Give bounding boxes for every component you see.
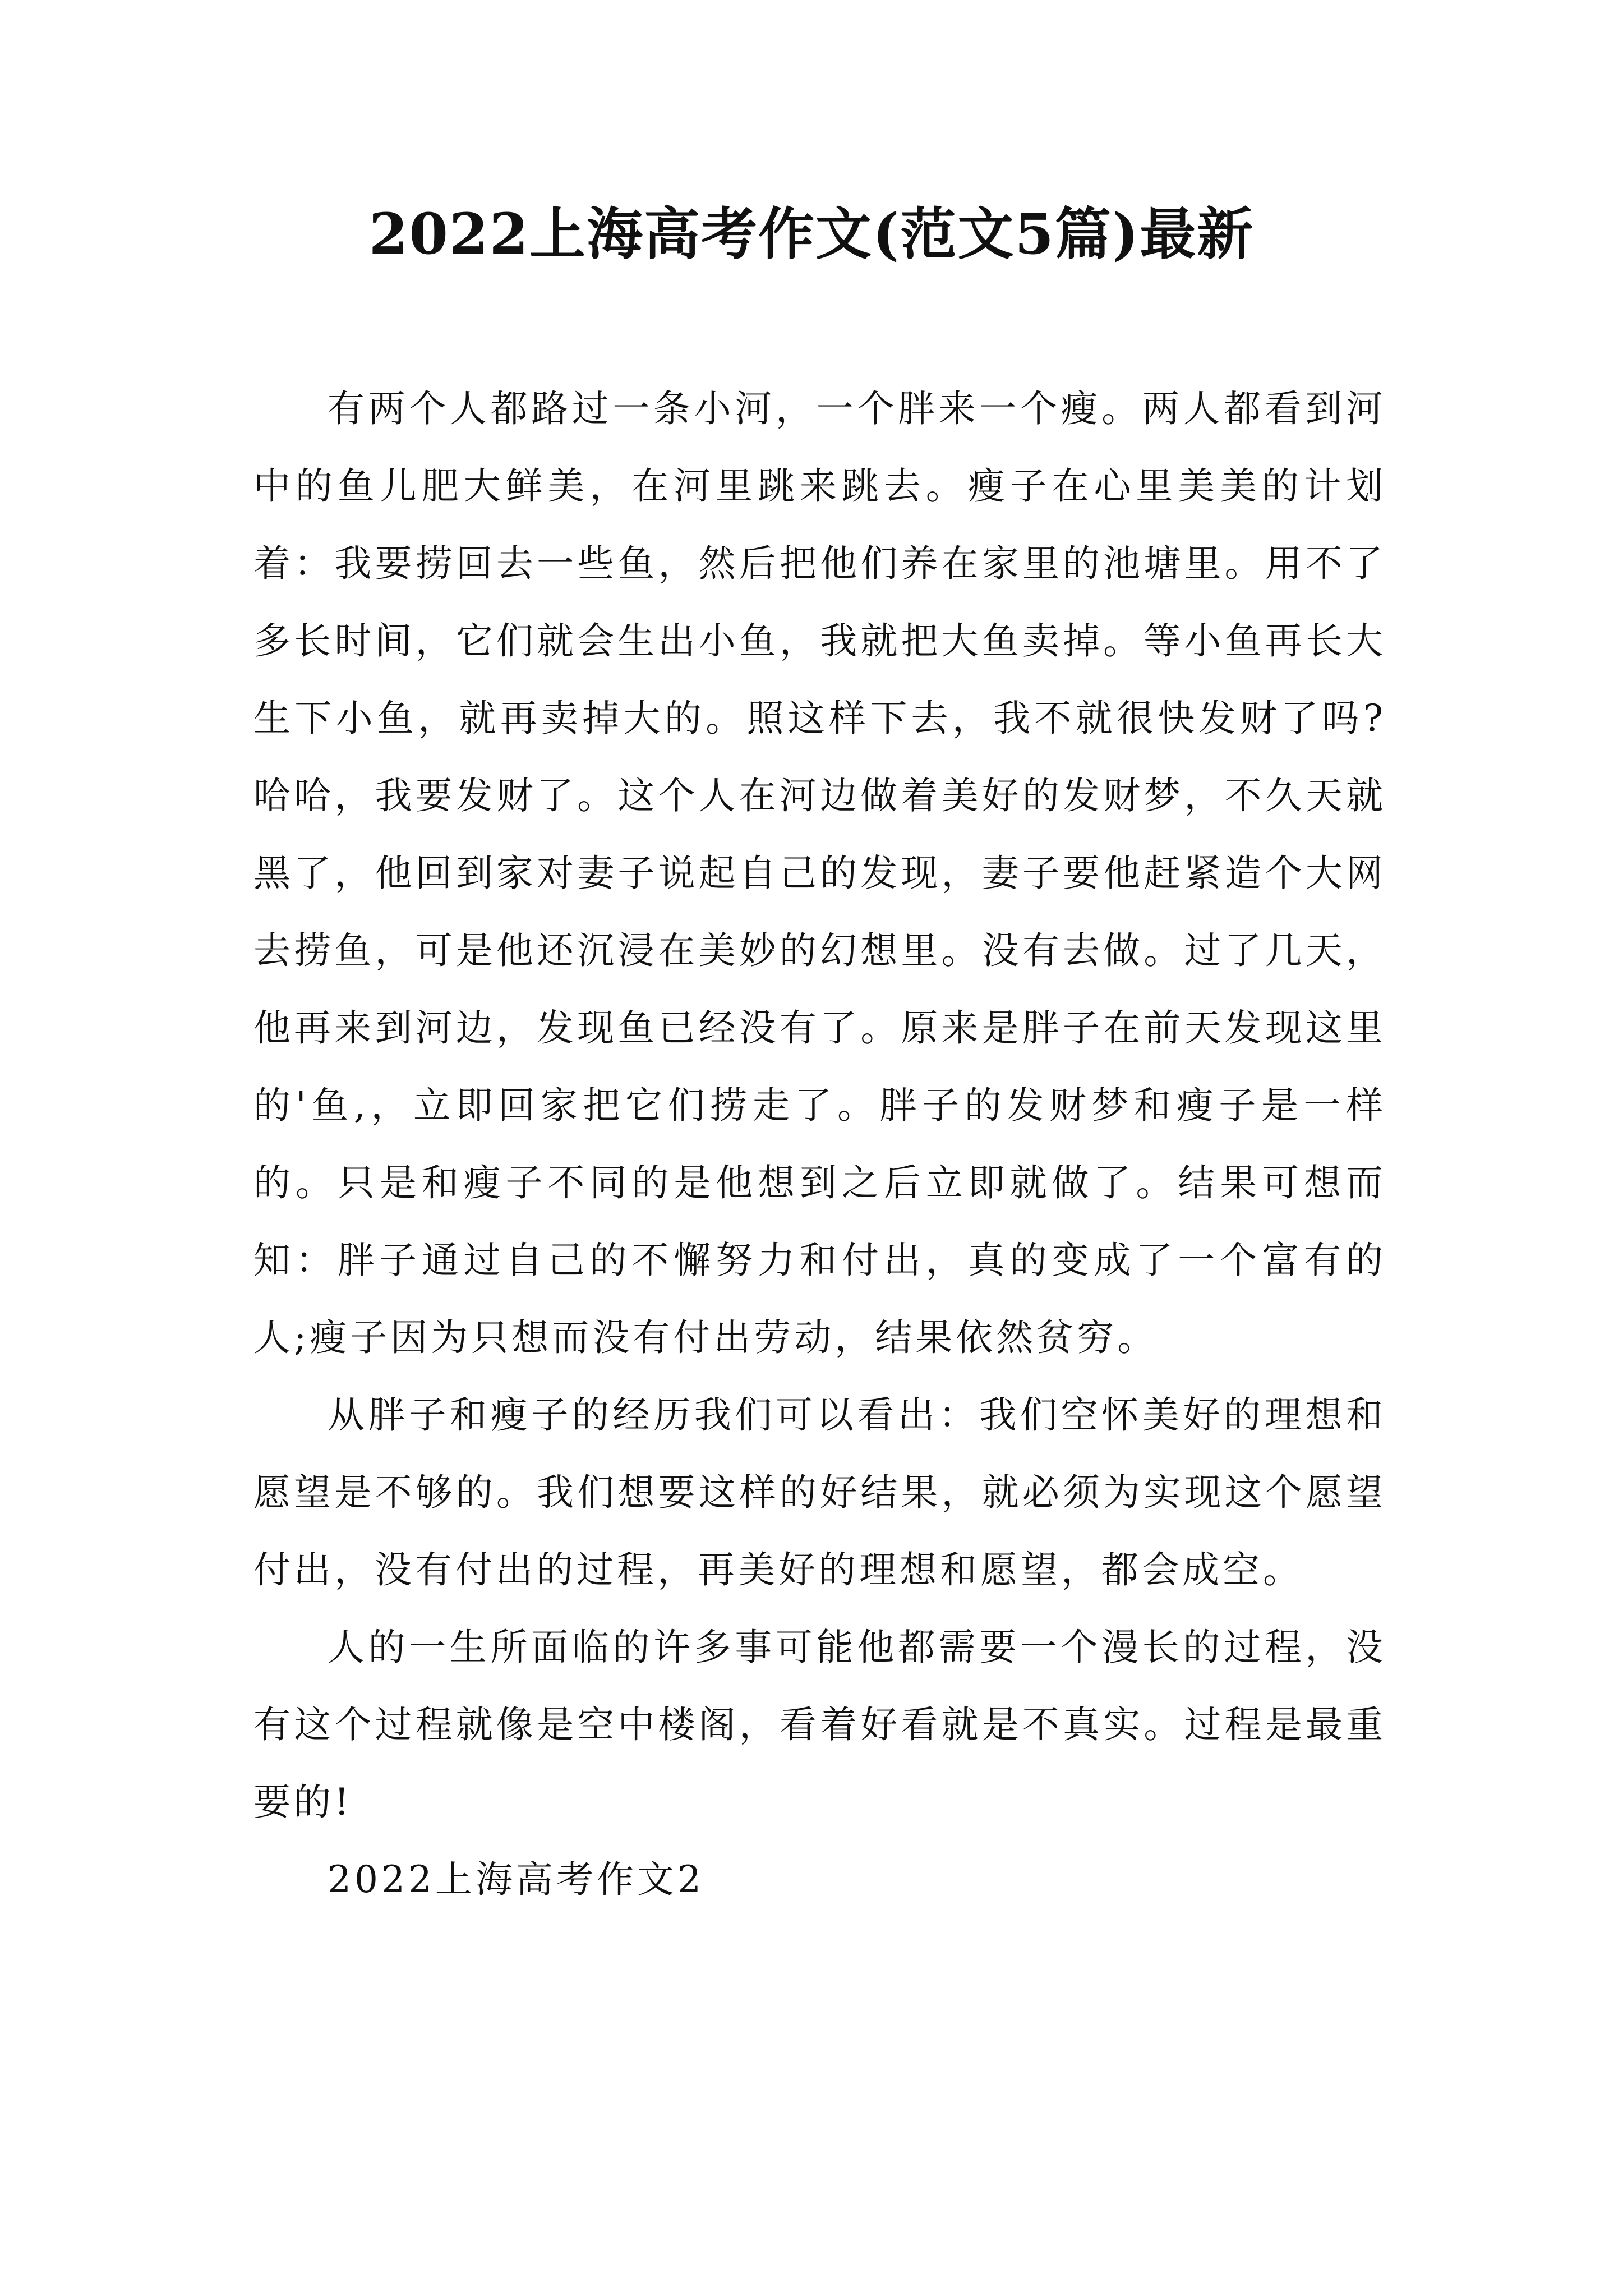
document-title: 2022上海高考作文(范文5篇)最新 — [368, 201, 1255, 267]
paragraph: 有两个人都路过一条小河，一个胖来一个瘦。两人都看到河中的鱼儿肥大鲜美，在河里跳来跳去。瘦子在心里美美的计划着：我要捞回去一些鱼，然后把他们养在家里的池塘里。用不了多长时间，它们就会生出小鱼，我就把大鱼卖掉。等小鱼再长大生下小鱼，就再卖掉大的。照这样下去，我不就很快发财了吗?哈哈，我要发财了。这个人在河边做着美好的发财梦，不久天就黑了，他回到家对妻子说起自己的发现，妻子要他赶紧造个大网去捞鱼，可是他还沉浸在美妙的幻想里。没有去做。过了几天，他再来到河边，发现鱼已经没有了。原来是胖子在前天发现这里的'鱼,，立即回家把它们捞走了。胖子的发财梦和瘦子是一样的。只是和瘦子不同的是他想到之后立即就做了。结果可想而知：胖子通过自己的不懈努力和付出，真的变成了一个富有的人;瘦子因为只想而没有付出劳动，结果依然贫穷。 — [253, 387, 1386, 1359]
section-heading: 2022上海高考作文2 — [328, 1858, 704, 1901]
paragraph: 从胖子和瘦子的经历我们可以看出：我们空怀美好的理想和愿望是不够的。我们想要这样的好结果，就必须为实现这个愿望付出，没有付出的过程，再美好的理想和愿望，都会成空。 — [253, 1393, 1386, 1591]
document-body — [253, 370, 1386, 1918]
paragraph: 人的一生所面临的许多事可能他都需要一个漫长的过程，没有这个过程就像是空中楼阁，看着好看就是不真实。过程是最重要的! — [253, 1626, 1386, 1824]
